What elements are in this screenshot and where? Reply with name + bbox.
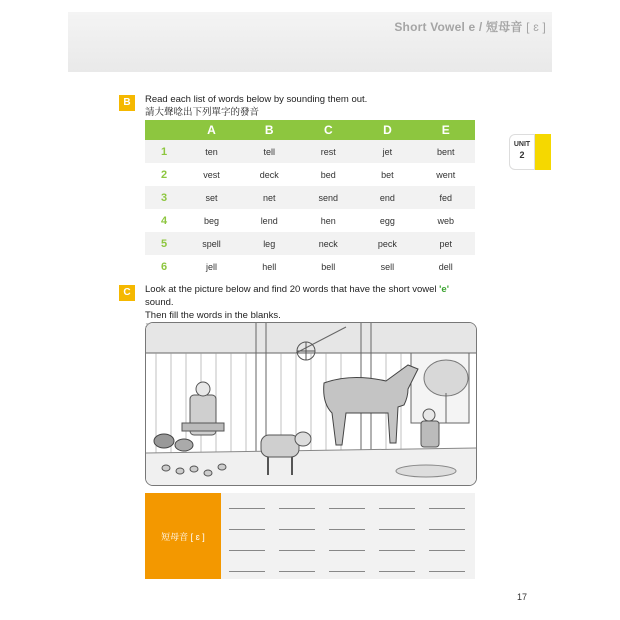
answer-blank-11[interactable] xyxy=(229,550,265,551)
table-header-row xyxy=(145,120,475,140)
word-cell: bent xyxy=(417,140,475,163)
answer-blank-2[interactable] xyxy=(279,508,315,509)
word-cell: leg xyxy=(240,232,298,255)
row-number: 6 xyxy=(160,260,168,273)
word-cell: set xyxy=(183,186,240,209)
word-cell: beg xyxy=(203,215,220,226)
answer-blank-15[interactable] xyxy=(429,550,465,551)
word-cell: rest xyxy=(298,140,358,163)
word-cell: ten xyxy=(183,140,240,163)
answer-blank-7[interactable] xyxy=(279,529,315,530)
answer-blank-4[interactable] xyxy=(379,508,415,509)
word-cell: hell xyxy=(262,261,277,272)
column-header: B xyxy=(240,120,298,140)
word-cell: lend xyxy=(260,215,278,226)
table-row xyxy=(145,186,475,209)
answer-blank-18[interactable] xyxy=(329,571,365,572)
word-cell: hen xyxy=(320,215,336,226)
word-cell: went xyxy=(436,169,456,180)
answer-blank-16[interactable] xyxy=(229,571,265,572)
section-b-badge: B xyxy=(119,95,135,111)
word-cell: peck xyxy=(358,232,416,255)
word-cell: pet xyxy=(417,232,475,255)
word-cell: net xyxy=(240,186,298,209)
word-cell: bell xyxy=(321,261,336,272)
word-cell: jell xyxy=(205,261,217,272)
word-cell: deck xyxy=(259,169,279,180)
answer-blank-14[interactable] xyxy=(379,550,415,551)
word-cell: bet xyxy=(381,169,394,180)
answer-blank-19[interactable] xyxy=(379,571,415,572)
answer-blank-10[interactable] xyxy=(429,529,465,530)
section-c-badge: C xyxy=(119,285,135,301)
word-cell: sell xyxy=(380,261,395,272)
section-b-instruction-zh: 請大聲唸出下列單字的發音 xyxy=(145,107,260,118)
word-cell: vest xyxy=(203,169,220,180)
table-header-corner xyxy=(145,120,183,140)
column-header: D xyxy=(358,120,416,140)
answer-blank-3[interactable] xyxy=(329,508,365,509)
word-cell: jet xyxy=(358,140,416,163)
answer-blank-1[interactable] xyxy=(229,508,265,509)
column-header: A xyxy=(183,120,240,140)
answer-blank-5[interactable] xyxy=(429,508,465,509)
header-ipa: [ ɛ ] xyxy=(526,20,546,34)
answer-blank-12[interactable] xyxy=(279,550,315,551)
barn-scene-illustration xyxy=(145,322,477,486)
answer-blank-20[interactable] xyxy=(429,571,465,572)
section-b-instruction-en: Read each list of words below by sounding them out. xyxy=(145,94,368,105)
table-row xyxy=(145,255,475,278)
word-cell: send xyxy=(298,186,358,209)
answer-blank-8[interactable] xyxy=(329,529,365,530)
row-number: 4 xyxy=(160,214,168,227)
row-number: 2 xyxy=(160,168,168,181)
section-c-instruction-en-2: Then fill the words in the blanks. xyxy=(145,310,281,321)
table-row xyxy=(145,209,475,232)
row-number: 1 xyxy=(145,140,183,163)
unit-tab xyxy=(509,134,535,170)
unit-label: UNIT xyxy=(513,141,531,148)
table-row xyxy=(145,140,475,163)
table-row xyxy=(145,163,475,186)
word-cell: neck xyxy=(298,232,358,255)
answer-label: 短母音 [ ɛ ] xyxy=(145,493,221,579)
section-c-instruction-line-1 xyxy=(145,283,480,309)
word-cell: end xyxy=(358,186,416,209)
answer-blank-6[interactable] xyxy=(229,529,265,530)
word-cell: bed xyxy=(320,169,336,180)
answer-blank-13[interactable] xyxy=(329,550,365,551)
unit-number: 2 xyxy=(519,150,525,160)
answer-blank-9[interactable] xyxy=(379,529,415,530)
header-title-text: Short Vowel e / 短母音 xyxy=(394,20,523,34)
section-c-instruction-en-1b: sound. xyxy=(145,297,174,308)
barn-scene-drawing xyxy=(146,323,476,485)
row-number: 3 xyxy=(145,186,183,209)
word-cell: dell xyxy=(438,261,453,272)
column-header: E xyxy=(417,120,475,140)
column-header: C xyxy=(298,120,358,140)
short-vowel-highlight: 'e' xyxy=(439,284,449,295)
page-number: 17 xyxy=(517,592,528,602)
word-table xyxy=(145,120,475,278)
answer-blank-17[interactable] xyxy=(279,571,315,572)
word-cell: web xyxy=(437,215,455,226)
page-header-title xyxy=(394,18,546,35)
row-number: 5 xyxy=(145,232,183,255)
word-cell: egg xyxy=(379,215,395,226)
table-row xyxy=(145,232,475,255)
word-cell: fed xyxy=(417,186,475,209)
section-b-instructions xyxy=(145,93,367,119)
word-cell: spell xyxy=(183,232,240,255)
word-cell: tell xyxy=(240,140,298,163)
section-c-instruction-en-1: Look at the picture below and find 20 words that have the short vowel xyxy=(145,284,437,295)
